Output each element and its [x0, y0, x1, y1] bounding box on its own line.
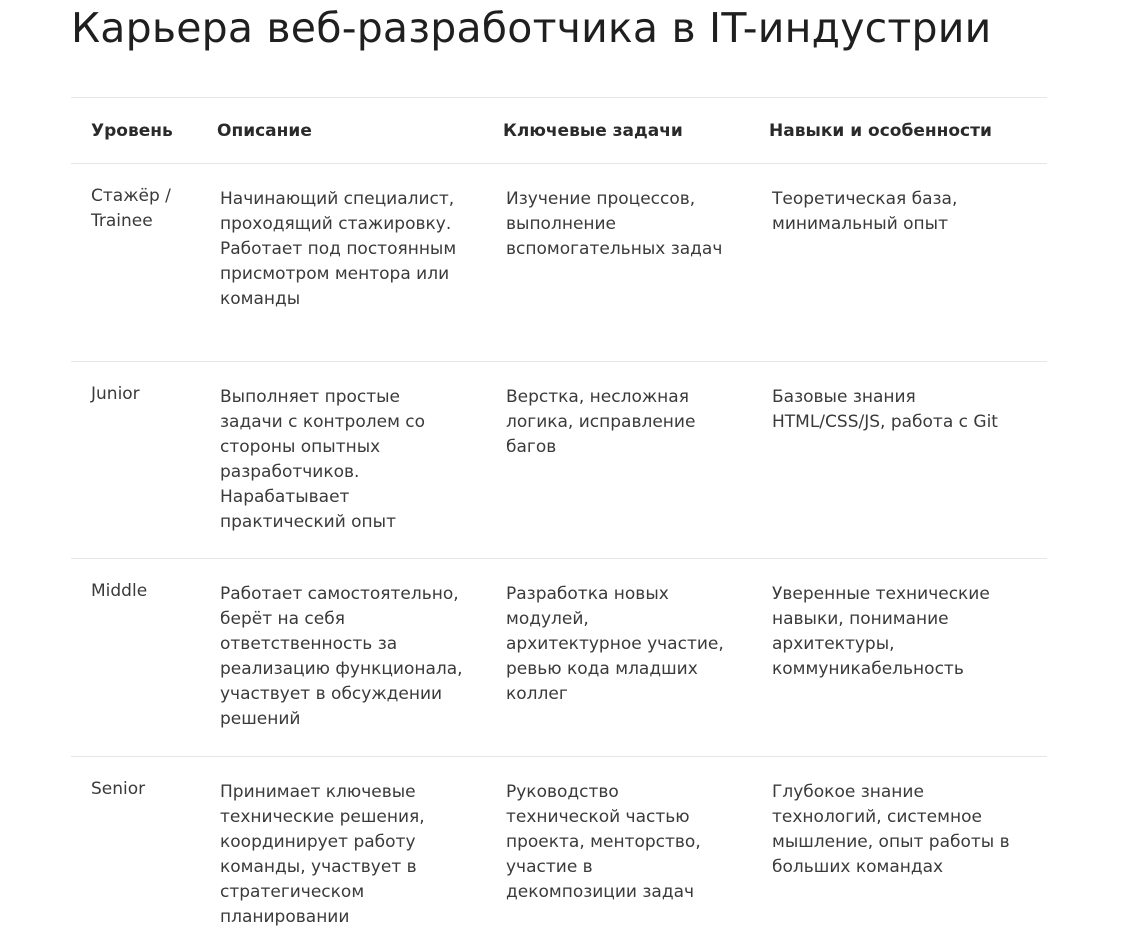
skills-cell: Уверенные технические навыки, понимание архитектуры, коммуникабельность [747, 559, 1047, 757]
level-cell: Стажёр / Trainee [71, 164, 196, 362]
level-cell: Senior [71, 757, 196, 951]
table-row [71, 757, 1047, 951]
career-levels-table [71, 97, 1047, 951]
tasks-cell: Разработка новых модулей, архитектурное участие, ревью кода младших коллег [481, 559, 747, 757]
table-header-row [71, 98, 1047, 164]
page-title: Карьера веб-разработчика в IT-индустрии [71, 4, 992, 52]
level-cell: Junior [71, 362, 196, 559]
description-cell: Работает самостоятельно, берёт на себя ответственность за реализацию функционала, участвует в обсуждении решений [196, 559, 481, 757]
skills-cell: Глубокое знание технологий, системное мышление, опыт работы в больших командах [747, 757, 1047, 951]
table-row [71, 559, 1047, 757]
skills-cell: Теоретическая база, минимальный опыт [747, 164, 1047, 362]
description-cell: Выполняет простые задачи с контролем со стороны опытных разработчиков. Нарабатывает практический опыт [196, 362, 481, 559]
tasks-cell: Руководство технической частью проекта, менторство, участие в декомпозиции задач [481, 757, 747, 951]
table-row [71, 362, 1047, 559]
column-header-tasks: Ключевые задачи [481, 98, 747, 164]
column-header-skills: Навыки и особенности [747, 98, 1047, 164]
description-cell: Начинающий специалист, проходящий стажировку. Работает под постоянным присмотром ментора или команды [196, 164, 481, 362]
column-header-level: Уровень [71, 98, 196, 164]
tasks-cell: Верстка, несложная логика, исправление багов [481, 362, 747, 559]
description-cell: Принимает ключевые технические решения, координирует работу команды, участвует в стратегическом планировании [196, 757, 481, 951]
tasks-cell: Изучение процессов, выполнение вспомогательных задач [481, 164, 747, 362]
level-cell: Middle [71, 559, 196, 757]
table-row [71, 164, 1047, 362]
skills-cell: Базовые знания HTML/CSS/JS, работа с Git [747, 362, 1047, 559]
column-header-description: Описание [196, 98, 481, 164]
